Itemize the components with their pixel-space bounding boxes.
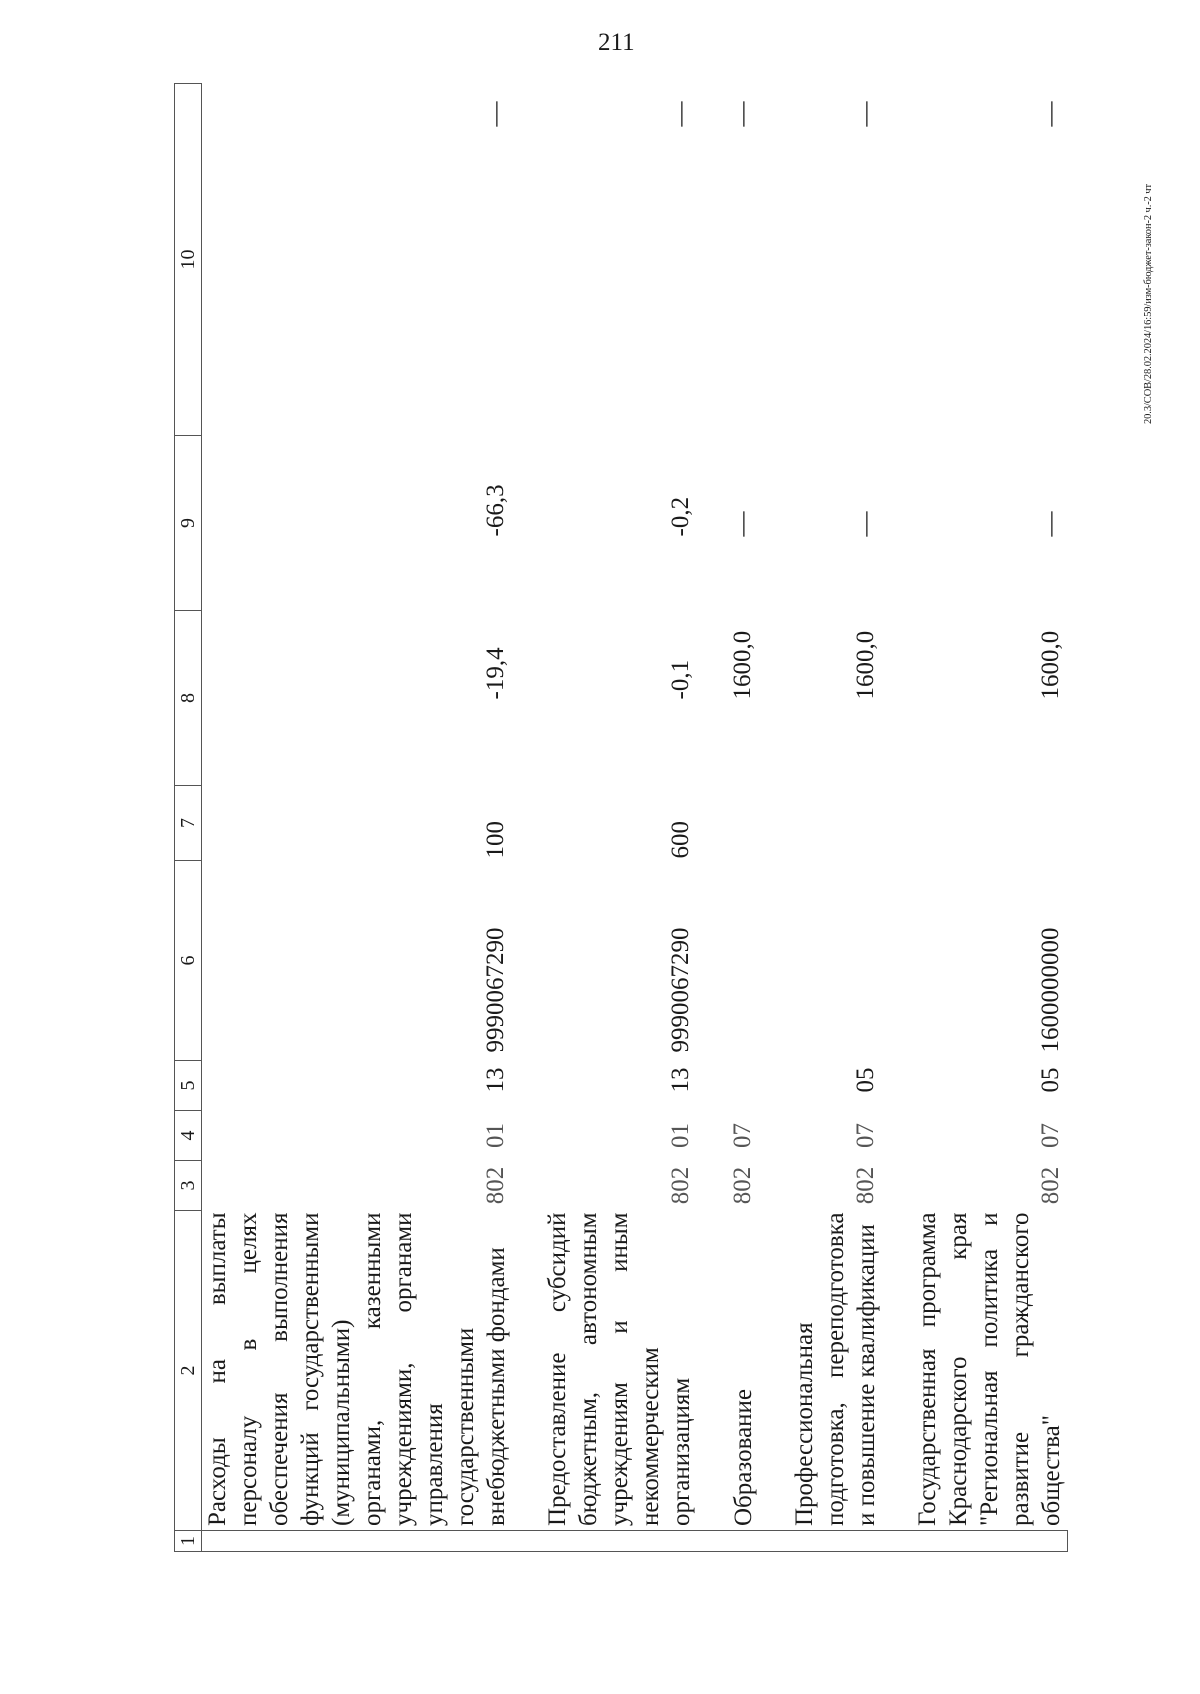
ved-code: 802 <box>729 1166 756 1205</box>
header-col-9: 9 <box>175 436 202 611</box>
ved-code: 802 <box>482 1166 509 1205</box>
ved-code: 802 <box>1037 1166 1064 1205</box>
ved-code: 802 <box>667 1166 694 1205</box>
amount-col-10: — <box>482 101 509 127</box>
table-header <box>175 84 202 1552</box>
row-number-cell <box>789 1531 882 1552</box>
amount-col-9: — <box>852 511 879 537</box>
table-row <box>789 84 882 1552</box>
vr-code <box>912 786 1067 861</box>
row-number-cell <box>912 1531 1067 1552</box>
amount-col-9: — <box>1037 511 1064 537</box>
row-number-cell <box>727 1531 759 1552</box>
amount-col-10: — <box>667 101 694 127</box>
vr-code <box>727 786 759 861</box>
row-number-cell <box>202 1531 513 1552</box>
table-row <box>542 84 697 1552</box>
pr-code: 13 <box>667 1067 694 1093</box>
row-number-cell <box>542 1531 697 1552</box>
pr-code: 05 <box>1037 1067 1064 1093</box>
amount-col-10: — <box>1037 101 1064 127</box>
vr-code: 100 <box>482 821 509 859</box>
expense-name: Государственная программа Краснодарского края "Региональная политика и развитие гражданского общества" <box>914 1212 1065 1526</box>
table-row <box>202 84 513 1552</box>
header-col-8: 8 <box>175 611 202 786</box>
expense-name: Расходы на выплаты персоналу в целях обеспечения выполнения функций государственными (муниципальными) органами, казенными учреждениями, органами управления государственными внебюджетными фондами <box>204 1212 510 1526</box>
header-col-5: 5 <box>175 1061 202 1111</box>
header-col-4: 4 <box>175 1111 202 1161</box>
expense-name: Предоставление субсидий бюджетным, автономным учреждениям и иным некоммерческим организациям <box>544 1212 695 1526</box>
rz-code: 07 <box>852 1123 879 1148</box>
vr-code <box>789 786 882 861</box>
row-gap <box>697 84 727 1552</box>
header-col-1: 1 <box>175 1531 202 1552</box>
expense-name: Профессиональная подготовка, переподготовка и повышение квалификации <box>791 1212 880 1526</box>
amount-col-10: — <box>729 101 756 127</box>
csr-code <box>789 861 882 1061</box>
amount-col-9: -66,3 <box>482 484 509 537</box>
header-col-2: 2 <box>175 1211 202 1531</box>
amount-col-8: -19,4 <box>482 647 509 700</box>
csr-code: 1600000000 <box>1037 927 1064 1053</box>
ved-code: 802 <box>852 1166 879 1205</box>
header-col-7: 7 <box>175 786 202 861</box>
csr-code: 9990067290 <box>667 927 694 1053</box>
rz-code: 07 <box>1037 1123 1064 1148</box>
expense-name: Образование <box>730 1388 757 1526</box>
rz-code: 01 <box>482 1123 509 1148</box>
amount-col-9: — <box>729 511 756 537</box>
amount-col-8: 1600,0 <box>852 630 879 700</box>
page-number: 211 <box>598 29 635 56</box>
footer-stamp <box>1143 184 1154 424</box>
csr-code <box>727 861 759 1061</box>
pr-code <box>727 1061 759 1111</box>
header-row <box>175 84 202 1552</box>
vr-code: 600 <box>667 821 694 859</box>
header-col-10: 10 <box>175 84 202 436</box>
table-body <box>202 84 1068 1552</box>
table-row <box>912 84 1067 1552</box>
rz-code: 07 <box>729 1123 756 1148</box>
footer-stamp-text: 20.3/СОВ/28.02.2024/16:59/изм-бюджет-закон-2 ч.-2 чт <box>1143 184 1154 424</box>
amount-col-9: -0,2 <box>667 496 694 537</box>
header-col-6: 6 <box>175 861 202 1061</box>
amount-col-8: 1600,0 <box>1037 630 1064 700</box>
csr-code: 9990067290 <box>482 927 509 1053</box>
header-col-3: 3 <box>175 1161 202 1211</box>
rz-code: 01 <box>667 1123 694 1148</box>
pr-code: 13 <box>482 1067 509 1093</box>
row-gap <box>512 84 542 1552</box>
amount-col-8: -0,1 <box>667 659 694 700</box>
table-row <box>727 84 759 1552</box>
budget-table <box>174 83 1068 1552</box>
row-gap <box>759 84 789 1552</box>
amount-col-10: — <box>852 101 879 127</box>
row-gap <box>882 84 912 1552</box>
pr-code: 05 <box>852 1067 879 1093</box>
rotated-table-wrapper <box>174 84 1065 1552</box>
amount-col-8: 1600,0 <box>729 630 756 700</box>
